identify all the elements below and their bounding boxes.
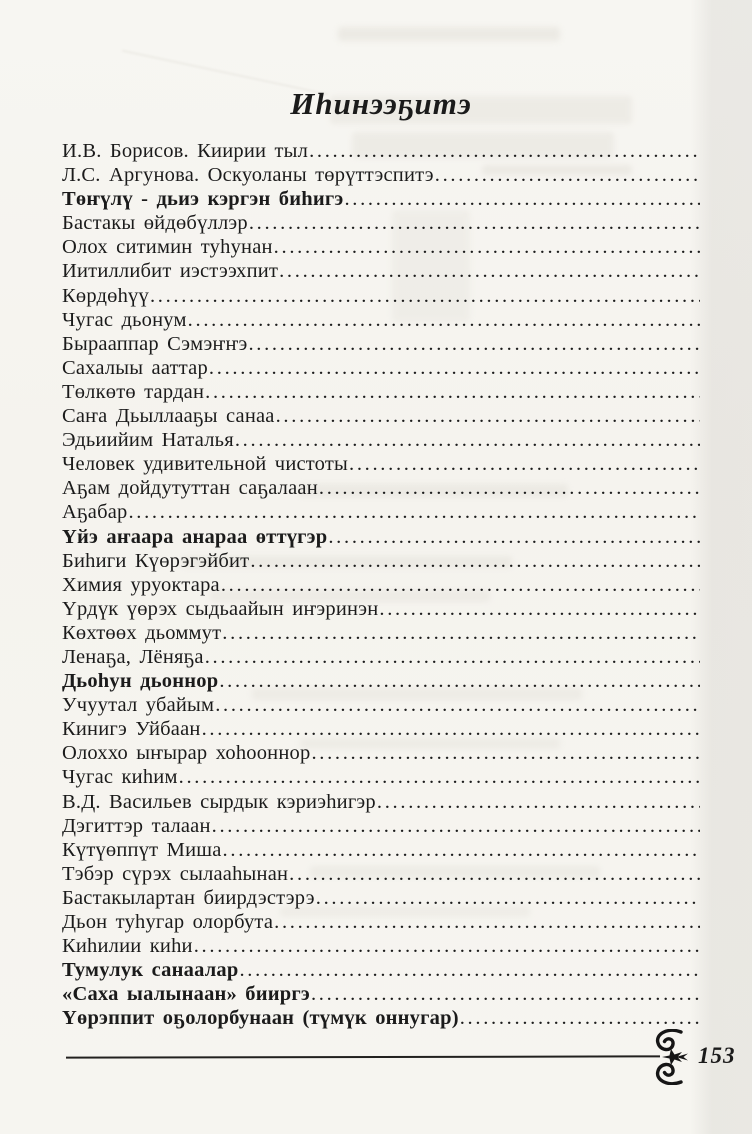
toc-entry-label: Олох ситимин туһунан [62,236,273,259]
toc-entry [62,332,700,356]
toc-entry [62,982,700,1006]
toc-entry [62,693,700,717]
toc-leader-dots [150,284,700,308]
toc-entry-label: Күтүөппүт Миша [62,838,222,861]
toc-entry-label: Химия уруоктара [62,573,220,596]
toc-entry [62,717,700,741]
toc-leader-dots [179,765,700,789]
toc-entry-label: Эдьиийим Наталья [62,429,234,452]
page-number: 153 [698,1043,736,1068]
toc-entry [62,597,700,621]
toc-entry-label: Саҥа Дьыллааҕы санаа [62,405,275,428]
toc-leader-dots [328,525,700,549]
toc-entry-label: «Саха ыалынаан» бииргэ [62,983,310,1006]
toc-leader-dots [194,934,700,958]
toc-leader-dots [221,573,700,597]
toc-leader-dots [309,139,700,163]
toc-leader-dots [239,958,700,982]
toc-entry [62,862,700,886]
toc-entry-label: Аҕабар [62,501,128,524]
toc-entry-label: Л.С. Аргунова. Оскуоланы төрүттэспитэ [62,164,434,187]
toc-entry-label: Аҕам дойдутуттан саҕалаан [62,477,318,500]
toc-entry [62,549,700,573]
toc-leader-dots [274,910,700,934]
toc-leader-dots [205,645,700,669]
toc-entry [62,308,700,332]
toc-leader-dots [209,356,700,380]
toc-leader-dots [128,500,700,524]
toc-entry-label: Киһилии киһи [62,935,193,958]
toc-entry [62,259,700,283]
toc-leader-dots [202,717,700,741]
toc-entry-label: В.Д. Васильев сырдык кэриэһигэр [62,790,376,813]
toc-leader-dots [349,452,700,476]
toc-leader-dots [223,838,700,862]
toc-entry-label: Кинигэ Уйбаан [62,718,201,741]
toc-entry [62,910,700,934]
toc-leader-dots [274,235,700,259]
toc-leader-dots [222,621,700,645]
toc-entry-label: Чугас дьонум [62,308,187,331]
toc-entry [62,356,700,380]
toc-entry-label: Сахалыы ааттар [62,356,208,379]
toc-leader-dots [248,332,700,356]
toc-entry [62,790,700,814]
toc-leader-dots [435,163,700,187]
toc-leader-dots [215,693,700,717]
toc-entry [62,235,700,259]
toc-leader-dots [249,211,700,235]
toc-leader-dots [188,308,700,332]
toc-leader-dots [289,862,700,886]
toc-leader-dots [212,814,700,838]
toc-entry-label: Үөрэппит оҕолорбунаан (түмүк оннугар) [62,1007,459,1030]
toc-leader-dots [311,982,700,1006]
toc-leader-dots [205,380,700,404]
toc-leader-dots [219,669,700,693]
toc-leader-dots [279,259,700,283]
toc-entry-label: Үрдүк үөрэх сыдьаайын иҥэринэн [62,597,379,620]
toc-entry-label: Человек удивительной чистоты [62,453,348,476]
toc-entry [62,934,700,958]
toc-entry [62,404,700,428]
toc-leader-dots [316,886,700,910]
toc-leader-dots [344,187,700,211]
toc-entry [62,428,700,452]
table-of-contents [62,139,700,1030]
toc-entry-label: Дьон туһугар олорбута [62,911,274,933]
toc-entry [62,139,700,163]
toc-entry-label: Үйэ аҥаара анараа өттүгэр [62,525,328,548]
toc-entry [62,669,700,693]
toc-leader-dots [377,790,700,814]
toc-entry-label: Ленаҕа, Лёняҕа [62,645,204,668]
toc-entry [62,573,700,597]
toc-entry-label: Биһиги Күөрэгэйбит [62,549,250,572]
toc-entry [62,958,700,982]
toc-entry-label: Дьоһун дьоннор [62,670,219,693]
toc-entry-label: Тумулук санаалар [62,959,239,982]
ghost-showthrough [338,27,560,41]
toc-entry-label: Бастакы өйдөбүллэр [62,212,248,235]
toc-entry [62,476,700,500]
toc-leader-dots [379,597,700,621]
toc-entry-label: Чугас киһим [62,766,178,789]
toc-leader-dots [460,1006,700,1030]
footer-rule [66,1055,660,1058]
toc-leader-dots [276,404,700,428]
toc-entry [62,452,700,476]
toc-entry [62,1006,700,1030]
toc-entry-label: Көхтөөх дьоммут [62,621,222,644]
toc-entry [62,187,700,211]
toc-entry [62,886,700,910]
toc-entry [62,741,700,765]
toc-entry-label: Дэгиттэр талаан [62,814,211,837]
toc-leader-dots [235,428,700,452]
toc-entry-label: Көрдөһүү [62,284,149,307]
toc-leader-dots [319,476,700,500]
page-title: Иһинээҕитэ [290,86,472,121]
toc-leader-dots [250,549,700,573]
toc-entry [62,765,700,789]
toc-entry-label: Олоххо ыҥырар хоһооннор [62,742,311,765]
toc-entry-label: Бастакылартан биирдэстэрэ [62,886,315,909]
toc-entry [62,645,700,669]
toc-leader-dots [311,741,700,765]
toc-entry-label: Бырааппар Сэмэҥҥэ [62,332,248,355]
toc-entry [62,284,700,308]
toc-entry [62,163,700,187]
sakha-fleuron-icon [650,1029,688,1085]
toc-entry [62,621,700,645]
toc-entry-label: Тэбэр сүрэх сылааһынан [62,862,289,885]
toc-entry-label: Төҥүлү - дьиэ кэргэн биһигэ [62,188,344,211]
toc-entry-label: Иитиллибит иэстээхпит [62,260,279,283]
toc-entry [62,838,700,862]
toc-entry [62,211,700,235]
toc-entry [62,500,700,524]
toc-entry-label: Учуутал убайым [62,694,215,717]
toc-entry-label: Төлкөтө тардан [62,380,205,403]
toc-entry [62,814,700,838]
toc-entry [62,525,700,549]
toc-entry-label: И.В. Борисов. Киирии тыл [62,140,309,162]
toc-entry [62,380,700,404]
